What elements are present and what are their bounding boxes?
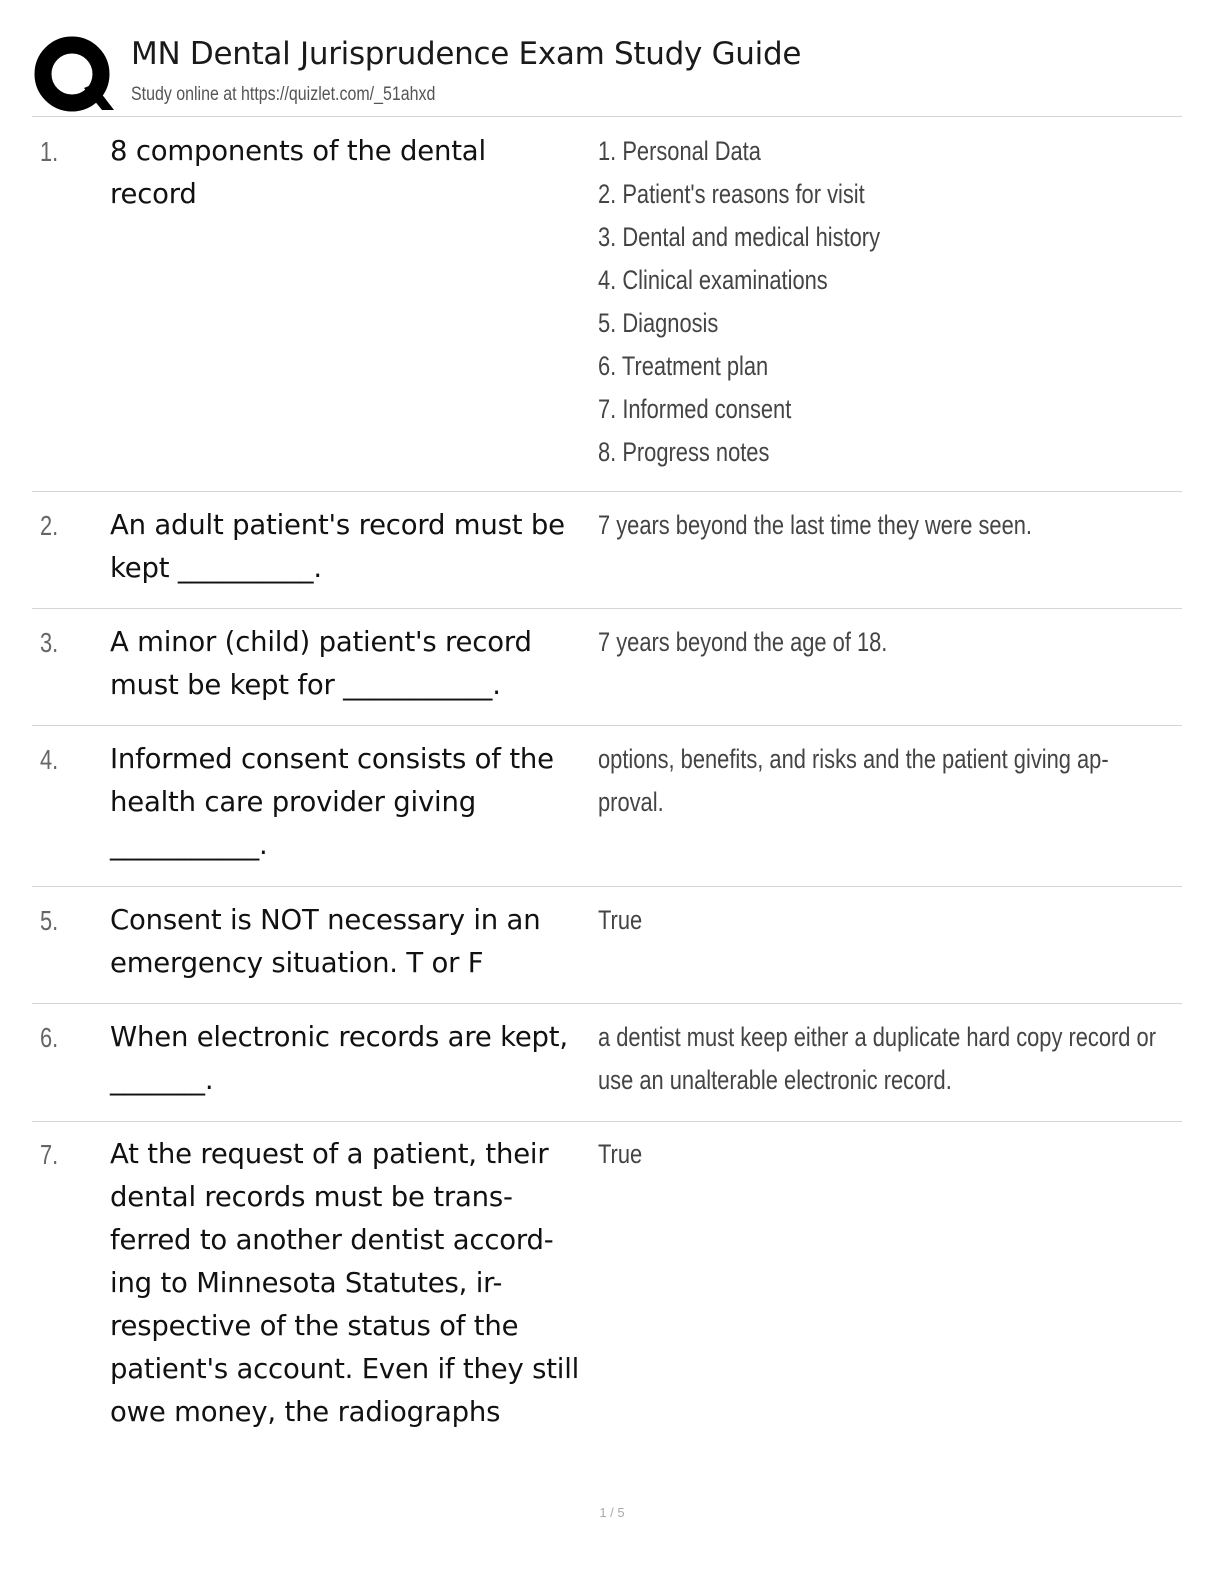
card-term: At the request of a patient, their dental records must be trans-ferred to another dentist accord-ing to Minnesota Statutes, ir-respective of the status of the patient's account. Even if they still owe money, the radiographs bbox=[110, 1138, 580, 1428]
card-divider bbox=[32, 886, 1182, 887]
card-divider bbox=[32, 725, 1182, 726]
card-number: 7. bbox=[40, 1139, 59, 1170]
page-indicator: 1 / 5 bbox=[599, 1505, 625, 1520]
card-number: 6. bbox=[40, 1022, 59, 1053]
card-term: When electronic records are kept, _______. bbox=[110, 1021, 568, 1096]
header-divider bbox=[32, 116, 1182, 117]
card-divider bbox=[32, 491, 1182, 492]
definition-line: 6. Treatment plan bbox=[598, 351, 769, 381]
definition-line: 7. Informed consent bbox=[598, 394, 792, 424]
card-term: An adult patient's record must be kept __________. bbox=[110, 509, 565, 584]
definition-line: 4. Clinical examinations bbox=[598, 265, 828, 295]
study-online-link[interactable]: Study online at https://quizlet.com/_51ahxd bbox=[131, 84, 436, 105]
card-definition bbox=[598, 899, 1165, 942]
card-definition bbox=[598, 130, 1165, 474]
definition-line: a dentist must keep either a duplicate hard copy record or bbox=[598, 1022, 1157, 1052]
definition-line: proval. bbox=[598, 787, 664, 817]
card-number: 2. bbox=[40, 510, 59, 541]
page-header bbox=[32, 30, 1182, 118]
card-term: Consent is NOT necessary in an emergency situation. T or F bbox=[110, 904, 541, 979]
card-divider bbox=[32, 1121, 1182, 1122]
card-definition bbox=[598, 1133, 1165, 1176]
definition-line: True bbox=[598, 1139, 643, 1169]
card-divider bbox=[32, 1003, 1182, 1004]
definition-line: 2. Patient's reasons for visit bbox=[598, 179, 865, 209]
card-term: Informed consent consists of the health care provider giving ___________. bbox=[110, 743, 554, 861]
definition-line: use an unalterable electronic record. bbox=[598, 1065, 952, 1095]
card-term: A minor (child) patient's record must be kept for ___________. bbox=[110, 626, 532, 701]
card-definition bbox=[598, 738, 1165, 824]
definition-line: 7 years beyond the last time they were seen. bbox=[598, 510, 1032, 540]
card-definition bbox=[598, 1016, 1165, 1102]
card-divider bbox=[32, 608, 1182, 609]
card-number: 4. bbox=[40, 744, 59, 775]
definition-line: 1. Personal Data bbox=[598, 136, 761, 166]
card-number: 3. bbox=[40, 627, 59, 658]
definition-line: 7 years beyond the age of 18. bbox=[598, 627, 888, 657]
card-term: 8 components of the dental record bbox=[110, 135, 486, 210]
definition-line: 5. Diagnosis bbox=[598, 308, 719, 338]
definition-line: 3. Dental and medical history bbox=[598, 222, 881, 252]
definition-line: options, benefits, and risks and the patient giving ap- bbox=[598, 744, 1109, 774]
page-title: MN Dental Jurisprudence Exam Study Guide bbox=[131, 36, 802, 72]
card-definition bbox=[598, 504, 1165, 547]
card-number: 1. bbox=[40, 136, 59, 167]
definition-line: True bbox=[598, 905, 643, 935]
card-definition bbox=[598, 621, 1165, 664]
definition-line: 8. Progress notes bbox=[598, 437, 770, 467]
quizlet-logo-icon bbox=[34, 36, 114, 116]
card-number: 5. bbox=[40, 905, 59, 936]
